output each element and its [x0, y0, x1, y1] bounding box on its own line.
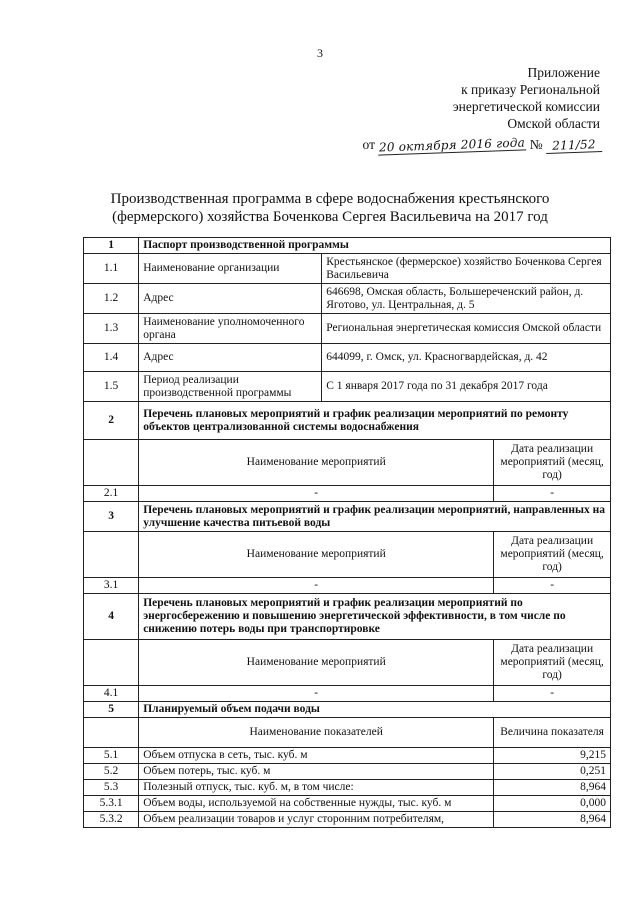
- page-number: 3: [317, 46, 323, 60]
- row-value: 8,964: [494, 780, 611, 796]
- table-row: [84, 532, 611, 578]
- appendix-line: Омской области: [507, 116, 600, 131]
- table-row: [84, 440, 611, 486]
- title-line: Производственная программа в сфере водоснабжения крестьянского: [110, 191, 550, 207]
- row-number: 1.5: [84, 372, 139, 402]
- section-title: Паспорт производственной программы: [139, 238, 611, 254]
- section-title: Перечень плановых мероприятий и график реализации мероприятий по ремонту объектов централизованной системы водоснабжения: [139, 402, 611, 440]
- document-title: [60, 190, 600, 226]
- table-row: [84, 594, 611, 640]
- row-label: Наименование уполномоченного органа: [139, 314, 322, 344]
- row-value: -: [494, 686, 611, 702]
- table-row: [84, 686, 611, 702]
- row-value: 9,215: [494, 748, 611, 764]
- row-value: -: [494, 578, 611, 594]
- row-number: 4.1: [84, 686, 139, 702]
- row-label: Адрес: [139, 284, 322, 314]
- section-title: Перечень плановых мероприятий и график реализации мероприятий по энергосбережению и повышению энергетической эффективности, в том числе по снижению потерь воды при транспортировке: [139, 594, 611, 640]
- row-number: 1.1: [84, 254, 139, 284]
- section-number: 4: [84, 594, 139, 640]
- table-row: [84, 284, 611, 314]
- order-number-handwritten: 211/52: [546, 137, 602, 154]
- order-date-handwritten: 20 октября 2016 года: [379, 135, 526, 155]
- table-row: [84, 372, 611, 402]
- section-number: 2: [84, 402, 139, 440]
- table-row: [84, 718, 611, 748]
- row-value: Региональная энергетическая комиссия Омской области: [322, 314, 611, 344]
- row-value: 0,000: [494, 796, 611, 812]
- table-row: [84, 402, 611, 440]
- table-row: [84, 502, 611, 532]
- table-row: [84, 780, 611, 796]
- section-number: 1: [84, 238, 139, 254]
- row-value: -: [139, 486, 494, 502]
- table-row: [84, 812, 611, 828]
- row-label: Полезный отпуск, тыс. куб. м, в том числе:: [139, 780, 494, 796]
- row-label: Адрес: [139, 344, 322, 372]
- table-row: [84, 748, 611, 764]
- column-header: Величина показателя: [494, 718, 611, 748]
- row-label: Объем потерь, тыс. куб. м: [139, 764, 494, 780]
- row-number: 1.3: [84, 314, 139, 344]
- row-number: 5.3.2: [84, 812, 139, 828]
- row-value: 646698, Омская область, Большереченский район, д. Яготово, ул. Центральная, д. 5: [322, 284, 611, 314]
- section-number: 3: [84, 502, 139, 532]
- column-header: Дата реализации мероприятий (месяц, год): [494, 532, 611, 578]
- row-number: 5.2: [84, 764, 139, 780]
- row-label: Объем воды, используемой на собственные нужды, тыс. куб. м: [139, 796, 494, 812]
- table-row: [84, 640, 611, 686]
- row-label: Наименование организации: [139, 254, 322, 284]
- row-value: Крестьянское (фермерское) хозяйство Боченкова Сергея Васильевича: [322, 254, 611, 284]
- appendix-line: к приказу Региональной: [461, 82, 600, 97]
- row-value: 644099, г. Омск, ул. Красногвардейская, д. 42: [322, 344, 611, 372]
- order-prefix: от: [362, 137, 375, 152]
- row-number: 1.2: [84, 284, 139, 314]
- row-label: Объем отпуска в сеть, тыс. куб. м: [139, 748, 494, 764]
- row-number: 1.4: [84, 344, 139, 372]
- row-value: -: [494, 486, 611, 502]
- section-title: Планируемый объем подачи воды: [139, 702, 611, 718]
- production-program-table: [83, 237, 611, 828]
- row-number: 2.1: [84, 486, 139, 502]
- row-label: Период реализации производственной программы: [139, 372, 322, 402]
- appendix-line: Приложение: [527, 65, 600, 80]
- row-number: 5.3.1: [84, 796, 139, 812]
- column-header: Наименование показателей: [139, 718, 494, 748]
- column-header: Наименование мероприятий: [139, 532, 494, 578]
- column-header: Дата реализации мероприятий (месяц, год): [494, 440, 611, 486]
- row-value: -: [139, 578, 494, 594]
- table-row: [84, 764, 611, 780]
- column-header: Дата реализации мероприятий (месяц, год): [494, 640, 611, 686]
- row-number: 5.3: [84, 780, 139, 796]
- row-number: 5.1: [84, 748, 139, 764]
- row-number: 3.1: [84, 578, 139, 594]
- table-row: [84, 238, 611, 254]
- appendix-block: [453, 64, 600, 132]
- table-row: [84, 254, 611, 284]
- table-row: [84, 578, 611, 594]
- order-reference: [363, 137, 603, 153]
- order-number-label: №: [529, 137, 543, 152]
- row-value: 0,251: [494, 764, 611, 780]
- table-row: [84, 314, 611, 344]
- table-row: [84, 702, 611, 718]
- row-value: 8,964: [494, 812, 611, 828]
- section-number: 5: [84, 702, 139, 718]
- section-title: Перечень плановых мероприятий и график реализации мероприятий, направленных на улучшение качества питьевой воды: [139, 502, 611, 532]
- row-value: С 1 января 2017 года по 31 декабря 2017 года: [322, 372, 611, 402]
- appendix-line: энергетической комиссии: [452, 99, 600, 114]
- title-line: (фермерского) хозяйства Боченкова Сергея Васильевича на 2017 год: [112, 209, 548, 225]
- table-row: [84, 796, 611, 812]
- row-label: Объем реализации товаров и услуг сторонним потребителям,: [139, 812, 494, 828]
- table-row: [84, 486, 611, 502]
- row-value: -: [139, 686, 494, 702]
- column-header: Наименование мероприятий: [139, 640, 494, 686]
- column-header: Наименование мероприятий: [139, 440, 494, 486]
- table-row: [84, 344, 611, 372]
